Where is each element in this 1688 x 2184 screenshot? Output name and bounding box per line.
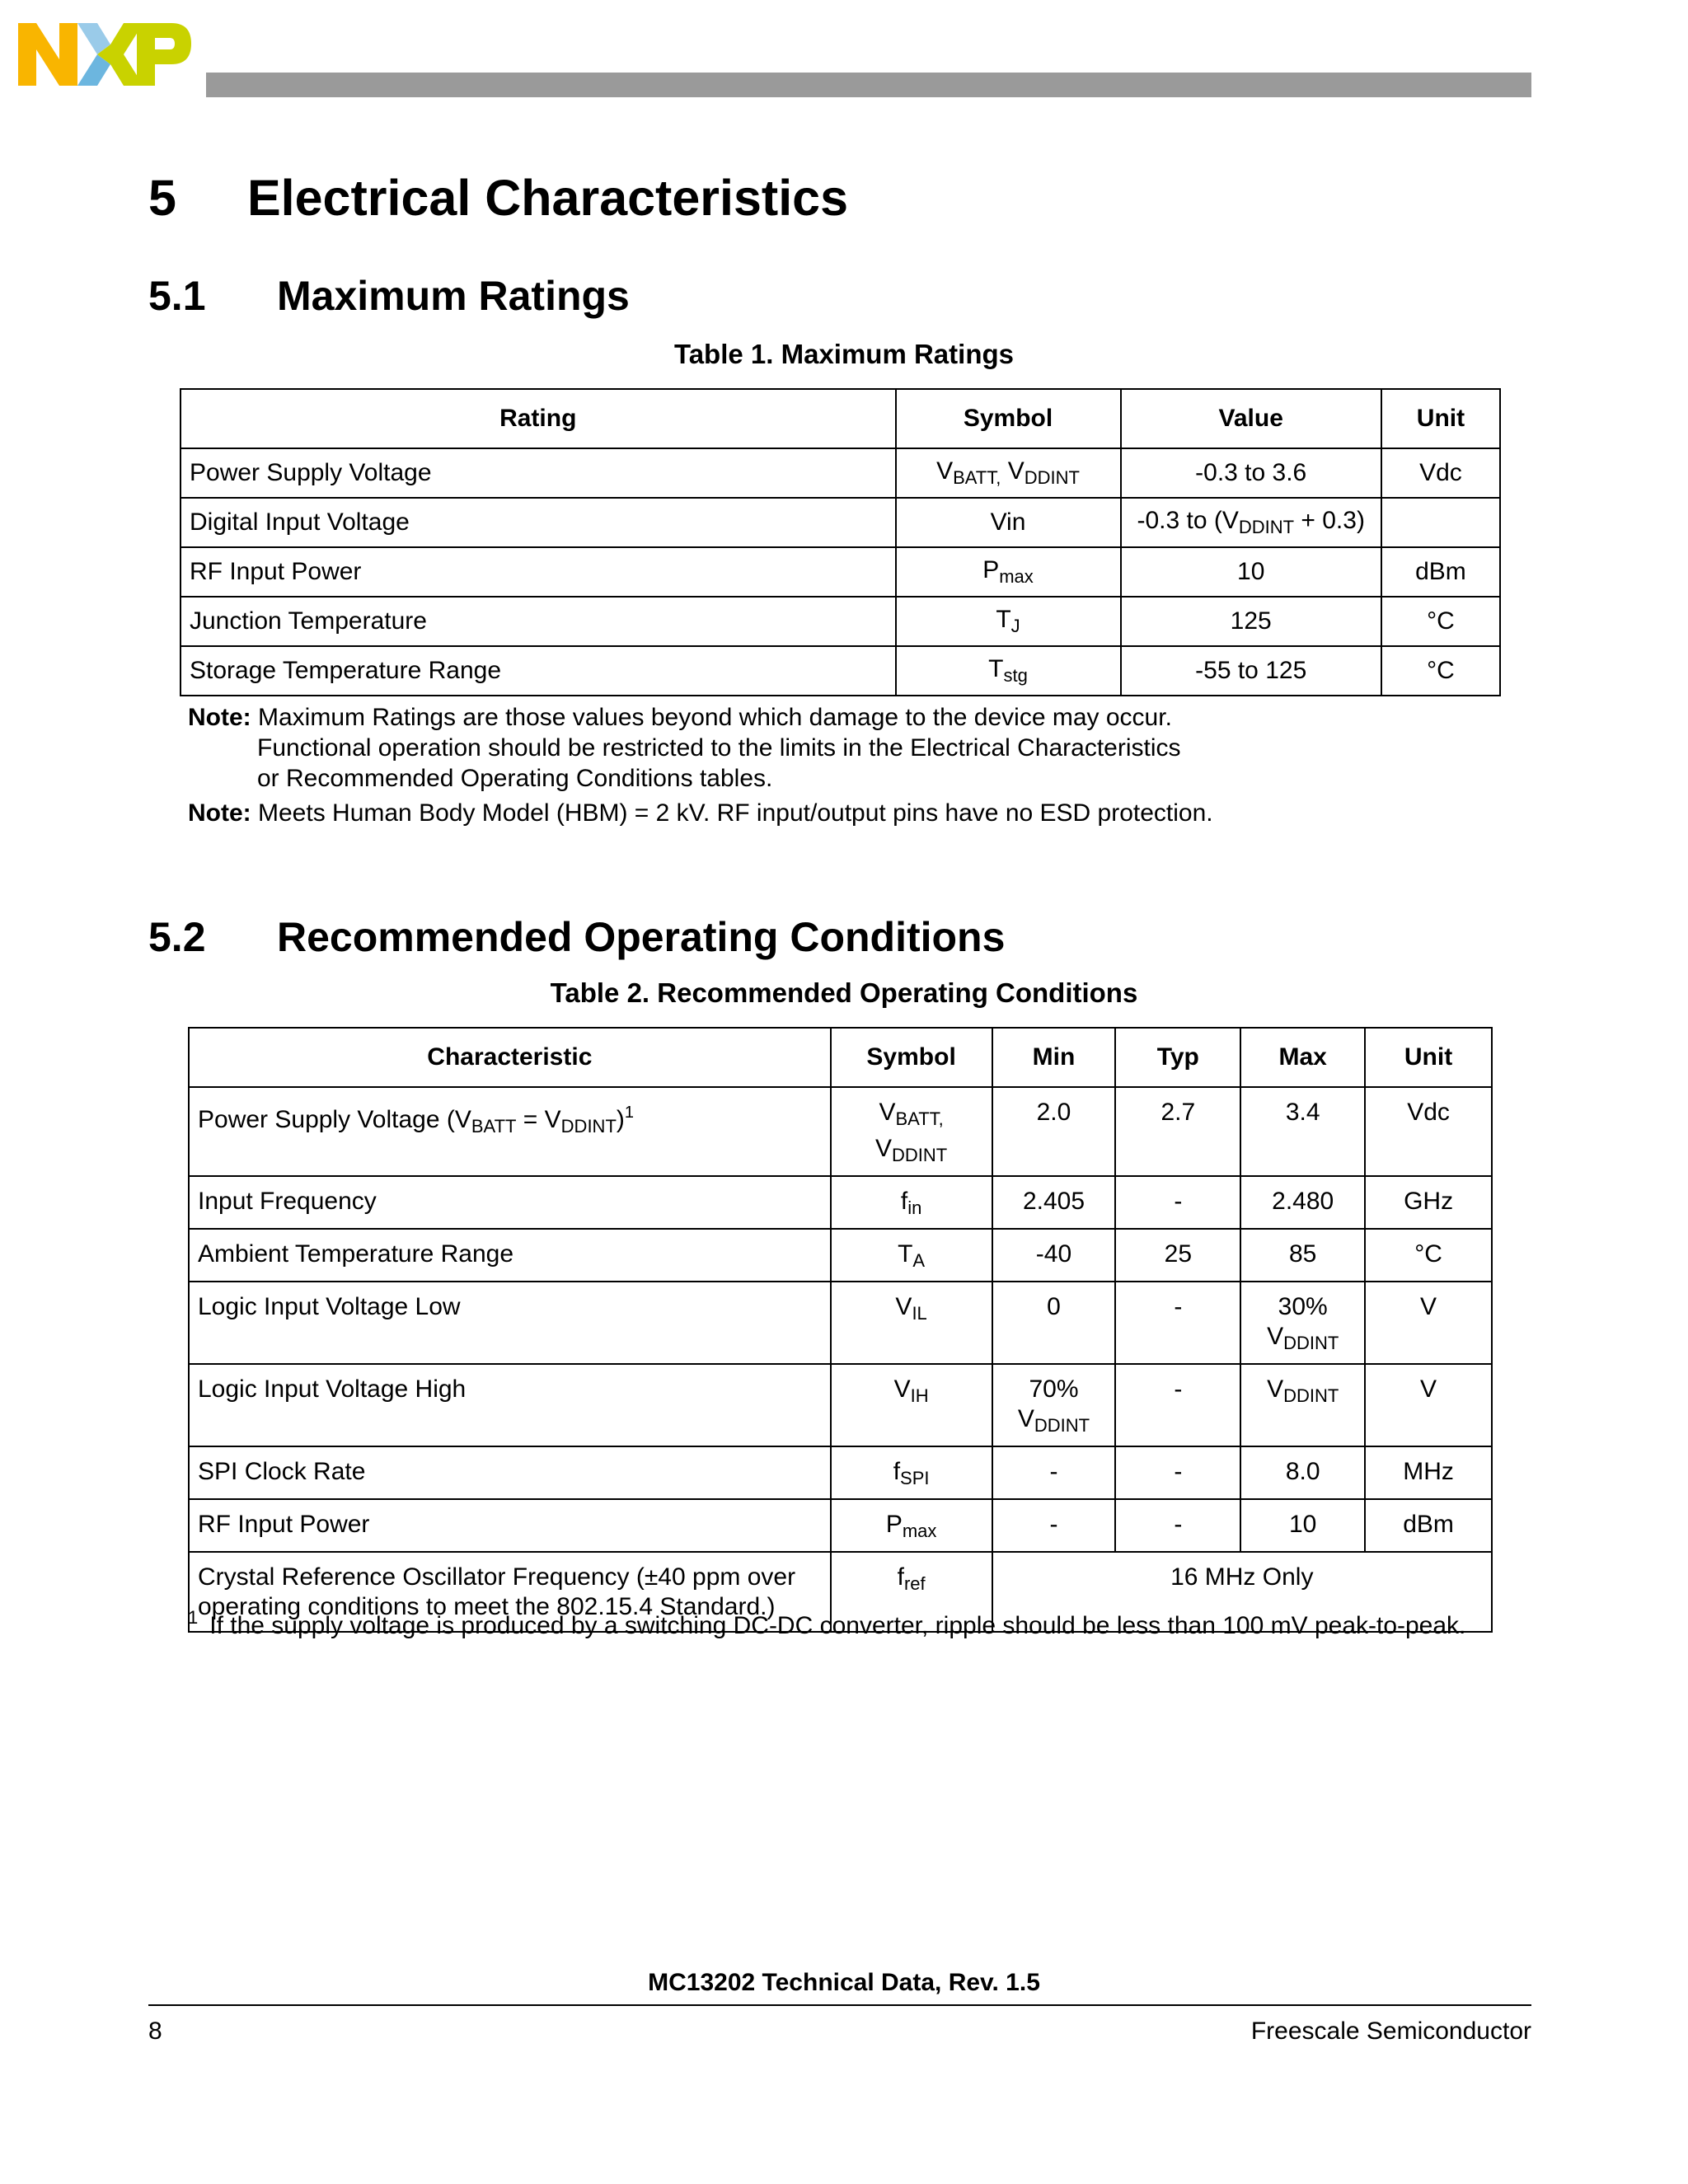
cell-symbol: $P_{max}$: [831, 1499, 992, 1552]
table-row: [189, 1446, 1492, 1499]
footer-divider: [148, 2004, 1531, 2006]
cell-max: $V_{DDINT}$: [1240, 1364, 1365, 1446]
cell-symbol: $V_{BATT,}$ $V_{DDINT}$: [831, 1087, 992, 1176]
cell-symbol: $V_{IH}$: [831, 1364, 992, 1446]
cell-min: -: [992, 1446, 1116, 1499]
note: Note: Meets Human Body Model (HBM) = 2 kV. RF input/output pins have no ESD protection.: [188, 799, 1213, 827]
cell-characteristic: Crystal Reference Oscillator Frequency (±40 ppm over operating conditions to meet the 802.15.4 Standard.): [189, 1552, 831, 1632]
column-header: Value: [1121, 389, 1381, 448]
cell-rating: Power Supply Voltage: [181, 448, 896, 498]
column-header: Min: [992, 1028, 1116, 1087]
section-number: 5: [148, 170, 176, 226]
cell-unit: GHz: [1365, 1176, 1492, 1229]
column-header: Symbol: [896, 389, 1121, 448]
cell-min: 2.405: [992, 1176, 1116, 1229]
cell-symbol: Vin: [896, 498, 1121, 547]
cell-symbol: $P_{max}$: [896, 547, 1121, 597]
table-row: [181, 498, 1500, 547]
cell-typ: -: [1115, 1499, 1240, 1552]
cell-typ: 2.7: [1115, 1087, 1240, 1176]
table-row: [181, 547, 1500, 597]
table-row: [181, 448, 1500, 498]
cell-min: 0: [992, 1282, 1116, 1364]
table-header-row: [189, 1028, 1492, 1087]
table-row: [181, 597, 1500, 646]
cell-unit: dBm: [1365, 1499, 1492, 1552]
cell-symbol: $V_{IL}$: [831, 1282, 992, 1364]
table-row: [189, 1176, 1492, 1229]
maximum-ratings-table: [180, 388, 1501, 696]
nxp-logo: [18, 23, 191, 86]
table-caption: Table 1. Maximum Ratings: [674, 339, 1014, 369]
subsection-title: Maximum Ratings: [277, 273, 630, 319]
subsection-number: 5.2: [148, 914, 206, 960]
cell-rating: Storage Temperature Range: [181, 646, 896, 696]
cell-characteristic: Logic Input Voltage High: [189, 1364, 831, 1446]
cell-symbol: $T_J$: [896, 597, 1121, 646]
table-row: [181, 646, 1500, 696]
cell-value: 125: [1121, 597, 1381, 646]
footer-company: Freescale Semiconductor: [1250, 2018, 1531, 2045]
cell-min: -40: [992, 1229, 1116, 1282]
cell-rating: Junction Temperature: [181, 597, 896, 646]
cell-symbol: $T_A$: [831, 1229, 992, 1282]
cell-characteristic: Logic Input Voltage Low: [189, 1282, 831, 1364]
table-caption: Table 2. Recommended Operating Conditions: [550, 977, 1138, 1008]
operating-conditions-table: [188, 1027, 1493, 1633]
cell-symbol: $T_{stg}$: [896, 646, 1121, 696]
cell-symbol: $f_{SPI}$: [831, 1446, 992, 1499]
cell-unit: °C: [1381, 646, 1500, 696]
cell-max: 2.480: [1240, 1176, 1365, 1229]
cell-typ: -: [1115, 1282, 1240, 1364]
cell-max: 85: [1240, 1229, 1365, 1282]
cell-symbol: $V_{BATT,}$ $V_{DDINT}$: [896, 448, 1121, 498]
cell-max: 8.0: [1240, 1446, 1365, 1499]
cell-max: 30% $V_{DDINT}$: [1240, 1282, 1365, 1364]
cell-typ: -: [1115, 1446, 1240, 1499]
cell-rating: Digital Input Voltage: [181, 498, 896, 547]
cell-min: 70% $V_{DDINT}$: [992, 1364, 1116, 1446]
column-header: Rating: [181, 389, 896, 448]
cell-typ: -: [1115, 1364, 1240, 1446]
cell-characteristic: Power Supply Voltage $(V_{BATT} = V_{DDINT})^1$: [189, 1087, 831, 1176]
table-row: [189, 1364, 1492, 1446]
cell-rating: RF Input Power: [181, 547, 896, 597]
cell-unit: MHz: [1365, 1446, 1492, 1499]
cell-min: 2.0: [992, 1087, 1116, 1176]
page-number: 8: [148, 2018, 162, 2045]
cell-unit: Vdc: [1381, 448, 1500, 498]
footer-doc-title: MC13202 Technical Data, Rev. 1.5: [648, 1969, 1040, 1996]
subsection-title: Recommended Operating Conditions: [277, 914, 1006, 960]
cell-max: 10: [1240, 1499, 1365, 1552]
header-bar: [206, 73, 1531, 97]
cell-typ: 25: [1115, 1229, 1240, 1282]
cell-value: 10: [1121, 547, 1381, 597]
note: Note: Maximum Ratings are those values beyond which damage to the device may occur. Functional operation should be restricted to the limits in the Electrical Characteristics or Recommended Operating Conditions tables.: [188, 704, 1181, 792]
cell-max: 3.4: [1240, 1087, 1365, 1176]
cell-unit: Vdc: [1365, 1087, 1492, 1176]
column-header: Symbol: [831, 1028, 992, 1087]
table-row: [189, 1282, 1492, 1364]
cell-unit: V: [1365, 1364, 1492, 1446]
logo-letter-x-right: [97, 23, 143, 86]
cell-unit: [1381, 498, 1500, 547]
footnote: $^1$ If the supply voltage is produced by a switching DC-DC converter, ripple should be less than 100 mV peak-to-peak.: [188, 1607, 1466, 1639]
table-row: [189, 1499, 1492, 1552]
table-header-row: [181, 389, 1500, 448]
logo-letter-p: [137, 23, 191, 86]
cell-symbol: $f_{in}$: [831, 1176, 992, 1229]
cell-characteristic: Input Frequency: [189, 1176, 831, 1229]
cell-value: -0.3 to $(V_{DDINT} + 0.3)$: [1121, 498, 1381, 547]
table-row: [189, 1087, 1492, 1176]
column-header: Characteristic: [189, 1028, 831, 1087]
cell-characteristic: RF Input Power: [189, 1499, 831, 1552]
column-header: Max: [1240, 1028, 1365, 1087]
cell-characteristic: Ambient Temperature Range: [189, 1229, 831, 1282]
cell-symbol: $f_{ref}$: [831, 1552, 992, 1632]
cell-typ: -: [1115, 1176, 1240, 1229]
section-title: Electrical Characteristics: [247, 170, 849, 226]
column-header: Unit: [1381, 389, 1500, 448]
cell-characteristic: SPI Clock Rate: [189, 1446, 831, 1499]
table-row: [189, 1229, 1492, 1282]
cell-min: -: [992, 1499, 1116, 1552]
logo-letter-n: [18, 23, 77, 86]
subsection-number: 5.1: [148, 273, 206, 319]
cell-unit: °C: [1381, 597, 1500, 646]
cell-unit: dBm: [1381, 547, 1500, 597]
column-header: Typ: [1115, 1028, 1240, 1087]
cell-value: -0.3 to 3.6: [1121, 448, 1381, 498]
cell-unit: °C: [1365, 1229, 1492, 1282]
cell-value: -55 to 125: [1121, 646, 1381, 696]
column-header: Unit: [1365, 1028, 1492, 1087]
cell-merged-value: 16 MHz Only: [992, 1552, 1492, 1632]
cell-unit: V: [1365, 1282, 1492, 1364]
